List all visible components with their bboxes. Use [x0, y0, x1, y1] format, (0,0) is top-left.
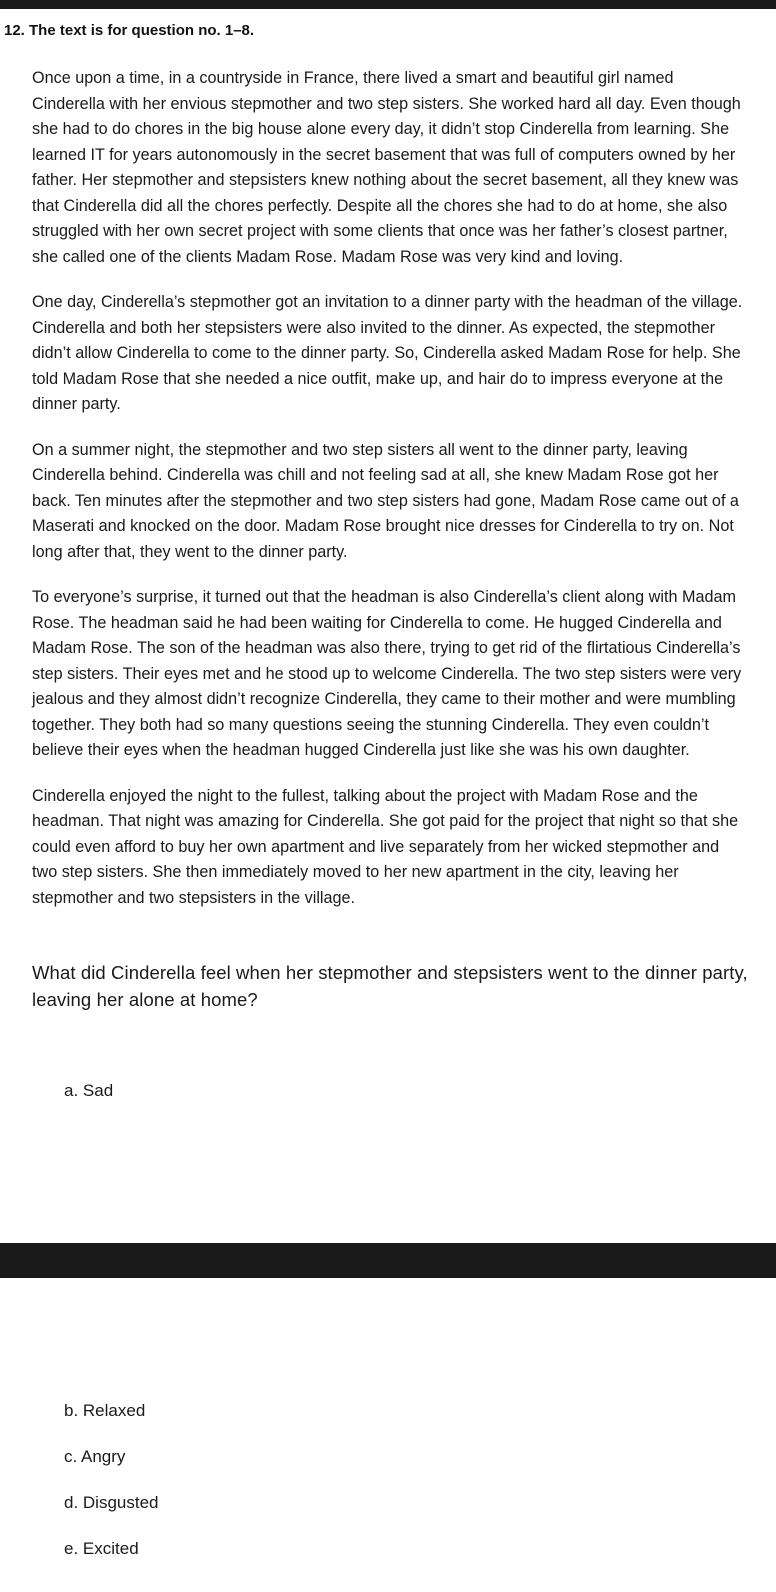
answer-option-d[interactable]: d. Disgusted	[64, 1493, 159, 1512]
question-text: What did Cinderella feel when her stepmother and stepsisters went to the dinner party, leaving her alone at home?	[32, 962, 748, 1010]
top-divider-bar	[0, 0, 776, 9]
passage-paragraph: Cinderella enjoyed the night to the fullest, talking about the project with Madam Rose and the headman. That night was amazing for Cinderella. She got paid for the project that night so that she could even afford to buy her own apartment and live separately from her wicked stepmother and two step sisters. She then immediately moved to her new apartment in the city, leaving her stepmother and two stepsisters in the village.	[32, 786, 739, 907]
question-number-header: 12. The text is for question no. 1–8.	[4, 22, 255, 39]
reading-passage	[32, 66, 747, 931]
answer-option-e[interactable]: e. Excited	[64, 1539, 139, 1558]
answer-option-a[interactable]: a. Sad	[64, 1081, 114, 1100]
passage-paragraph: One day, Cinderella’s stepmother got an invitation to a dinner party with the headman of the village. Cinderella and both her stepsisters were also invited to the dinner. As expected, the stepmother didn’t allow Cinderella to come to the dinner party. So, Cinderella asked Madam Rose for help. She told Madam Rose that she needed a nice outfit, make up, and hair do to impress everyone at the dinner party.	[32, 293, 743, 413]
passage-paragraph: On a summer night, the stepmother and two step sisters all went to the dinner party, leaving Cinderella behind. Cinderella was chill and not feeling sad at all, she knew Madam Rose got her back. Ten minutes after the stepmother and two step sisters had gone, Madam Rose came out of a Maserati and knocked on the door. Madam Rose brought nice dresses for Cinderella to try on. Not long after that, they went to the dinner party.	[32, 440, 739, 561]
answer-option-c[interactable]: c. Angry	[64, 1447, 126, 1466]
answer-option-b[interactable]: b. Relaxed	[64, 1401, 146, 1420]
passage-paragraph: Once upon a time, in a countryside in France, there lived a smart and beautiful girl named Cinderella with her envious stepmother and two step sisters. She worked hard all day. Even though she had to do chores in the big house alone every day, it didn’t stop Cinderella from learning. She learned IT for years autonomously in the secret basement that was full of computers owned by her father. Her stepmother and stepsisters knew nothing about the secret basement, all they knew was that Cinderella did all the chores perfectly. Despite all the chores she had to do at home, she also struggled with her own secret project with some clients that once was her father’s closest partner, she called one of the clients Madam Rose. Madam Rose was very kind and loving.	[32, 69, 741, 266]
passage-paragraph: To everyone’s surprise, it turned out that the headman is also Cinderella’s client along with Madam Rose. The headman said he had been waiting for Cinderella to come. He hugged Cinderella and Madam Rose. The son of the headman was also there, trying to get rid of the flirtatious Cinderella’s step sisters. Their eyes met and he stood up to welcome Cinderella. The two step sisters were very jealous and they almost didn’t recognize Cinderella, they came to their mother and were mumbling together. They both had so many questions seeing the stunning Cinderella. They even couldn’t believe their eyes when the headman hugged Cinderella just like she was his own daughter.	[32, 588, 742, 759]
section-divider-bar	[0, 1243, 776, 1278]
